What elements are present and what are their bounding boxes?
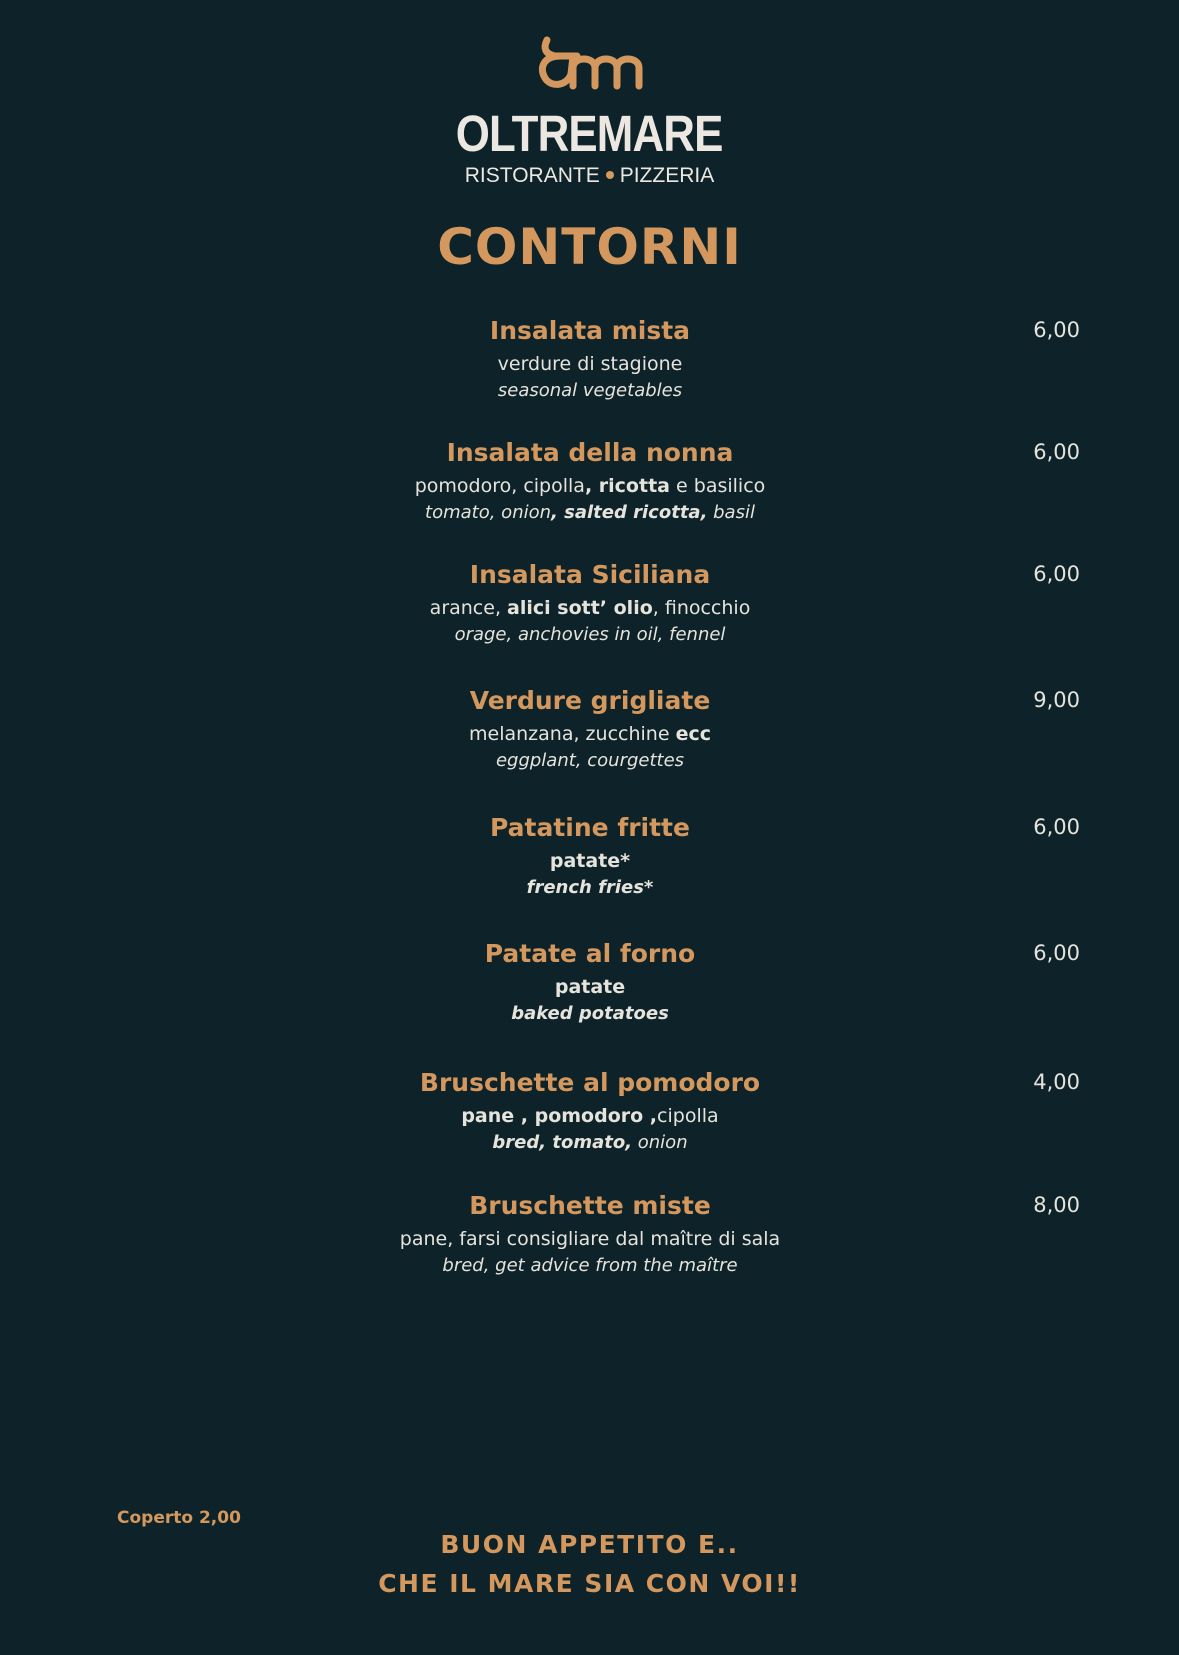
menu-item-description-en-segment: , salted ricotta, <box>551 502 708 523</box>
brand-name: OLTREMARE <box>456 105 723 162</box>
menu-item-description-en <box>290 382 890 400</box>
menu-item-description-it <box>290 1230 890 1249</box>
menu-item-name: Bruschette al pomodoro <box>419 1068 761 1097</box>
menu-item-description-en <box>290 1005 890 1023</box>
menu-item-price: 6,00 <box>1033 318 1080 342</box>
menu-item-description-it <box>290 599 890 618</box>
menu-item-description-it-segment: pomodoro, cipolla <box>414 475 585 497</box>
menu-item-description-it <box>290 978 890 997</box>
tagline-dot <box>606 171 614 179</box>
menu-item-price: 9,00 <box>1033 688 1080 712</box>
brand-tagline <box>0 165 1179 186</box>
menu-item-name: Verdure grigliate <box>469 686 711 715</box>
menu-item-description-en-segment: eggplant, courgettes <box>495 750 685 771</box>
menu-item-description-it <box>290 1107 890 1126</box>
menu-item-name: Patatine fritte <box>490 813 690 842</box>
menu-item-description-en-segment: seasonal vegetables <box>497 380 683 401</box>
menu-item-description-en-segment: french fries* <box>526 877 654 898</box>
menu-item-description-it-segment: cipolla <box>657 1105 719 1127</box>
menu-item-description-en-segment: tomato, onion <box>425 502 552 523</box>
closing-line-1: BUON APPETITO E.. <box>440 1530 739 1559</box>
menu-item-description-it <box>290 477 890 496</box>
menu-item-description-en-segment: orage, anchovies in oil, fennel <box>454 624 726 645</box>
menu-item-description-it-segment: verdure di stagione <box>497 353 683 375</box>
menu-item-description-en-segment: basil <box>707 502 755 523</box>
closing-line-2: CHE IL MARE SIA CON VOI!! <box>378 1569 801 1598</box>
menu-item-description-it <box>290 355 890 374</box>
menu-item-description-it-segment: e basilico <box>669 475 766 497</box>
menu-item-name: Insalata Siciliana <box>469 560 711 589</box>
menu-item-description-en <box>290 879 890 897</box>
menu-item-name: Bruschette miste <box>469 1191 711 1220</box>
menu-item-price: 6,00 <box>1033 941 1080 965</box>
om-monogram-icon <box>533 34 647 94</box>
restaurant-logo <box>0 34 1179 186</box>
menu-item-name: Patate al forno <box>484 939 696 968</box>
menu-item-name: Insalata mista <box>489 316 691 345</box>
menu-item-description-en <box>290 752 890 770</box>
menu-item-description-it-segment: , finocchio <box>652 597 751 619</box>
menu-item-description-en <box>290 1134 890 1152</box>
menu-item-description-it-segment: , ricotta <box>584 475 670 497</box>
menu-item-price: 6,00 <box>1033 562 1080 586</box>
menu-item-description-en-segment: bred, tomato, <box>492 1132 633 1153</box>
menu-item-price: 6,00 <box>1033 440 1080 464</box>
menu-item-description-it <box>290 725 890 744</box>
menu-item-description-it-segment: melanzana, zucchine <box>469 723 676 745</box>
menu-item-description-it-segment: pane , pomodoro , <box>461 1105 658 1127</box>
menu-item-price: 6,00 <box>1033 815 1080 839</box>
coperto-charge: Coperto 2,00 <box>117 1508 241 1528</box>
section-title: CONTORNI <box>437 218 742 276</box>
menu-item-description-it-segment: patate* <box>549 850 631 872</box>
menu-item-name: Insalata della nonna <box>446 438 734 467</box>
menu-item-description-it-segment: arance, <box>429 597 508 619</box>
menu-item-description-en-segment: onion <box>632 1132 688 1153</box>
menu-item-description-it-segment: patate <box>554 976 626 998</box>
menu-item-description-it-segment: ecc <box>675 723 711 745</box>
menu-item-price: 8,00 <box>1033 1193 1080 1217</box>
tagline-pizzeria: PIZZERIA <box>619 164 715 187</box>
menu-item-description-en <box>290 626 890 644</box>
tagline-ristorante: RISTORANTE <box>464 164 600 187</box>
menu-item-description-it-segment: pane, farsi consigliare dal maître di sala <box>399 1228 781 1250</box>
menu-item-description-en-segment: baked potatoes <box>511 1003 669 1024</box>
menu-item-price: 4,00 <box>1033 1070 1080 1094</box>
menu-item-description-en-segment: bred, get advice from the maître <box>442 1255 738 1276</box>
menu-item-description-en <box>290 1257 890 1275</box>
menu-item-description-en <box>290 504 890 522</box>
menu-item-description-it <box>290 852 890 871</box>
menu-item-description-it-segment: alici sott’ olio <box>507 597 653 619</box>
